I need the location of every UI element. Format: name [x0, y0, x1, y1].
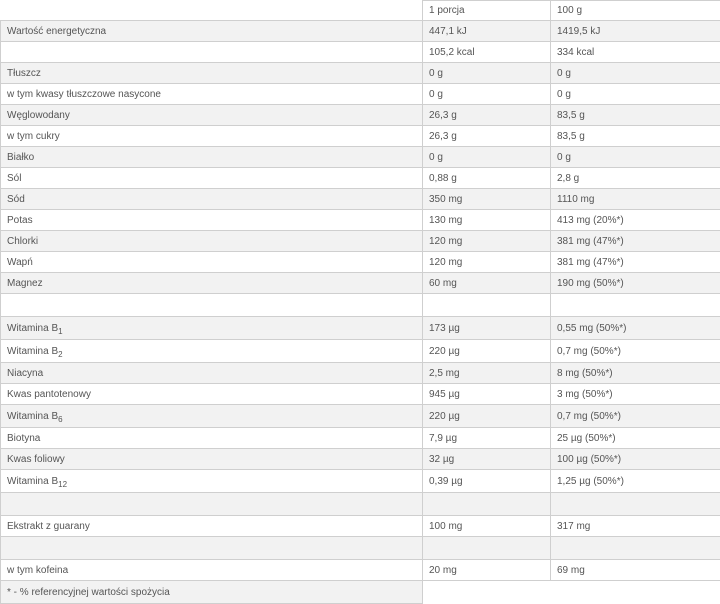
- nutrient-name-text: Potas: [7, 215, 33, 226]
- per100g-value: 190 mg (50%*): [551, 273, 720, 294]
- nutrient-name: [1, 537, 423, 560]
- per100g-value: [551, 294, 720, 317]
- nutrient-name-text: Sól: [7, 173, 21, 184]
- portion-value: [423, 493, 551, 516]
- portion-value: 447,1 kJ: [423, 21, 551, 42]
- nutrient-name: [1, 405, 423, 428]
- nutrient-name: [1, 428, 423, 449]
- per100g-value: 0 g: [551, 84, 720, 105]
- portion-value: 32 µg: [423, 449, 551, 470]
- per100g-value: 1419,5 kJ: [551, 21, 720, 42]
- per100g-value: 0,55 mg (50%*): [551, 317, 720, 340]
- portion-value: 120 mg: [423, 252, 551, 273]
- table-row: [1, 340, 720, 363]
- per100g-value: 69 mg: [551, 560, 720, 581]
- table-row: [1, 273, 720, 294]
- per100g-value: 0 g: [551, 147, 720, 168]
- per100g-value: 2,8 g: [551, 168, 720, 189]
- footnote-row: [1, 581, 720, 604]
- nutrient-name: [1, 273, 423, 294]
- nutrient-name-text: Białko: [7, 152, 34, 163]
- per100g-value: 3 mg (50%*): [551, 384, 720, 405]
- portion-value: 20 mg: [423, 560, 551, 581]
- nutrient-name-text: Witamina B: [7, 346, 58, 357]
- nutrient-name: [1, 317, 423, 340]
- nutrient-name: [1, 21, 423, 42]
- portion-value: 0 g: [423, 84, 551, 105]
- portion-value: 220 µg: [423, 405, 551, 428]
- nutrient-name-text: Kwas foliowy: [7, 454, 65, 465]
- footnote-text: * - % referencyjnej wartości spożycia: [1, 581, 423, 604]
- nutrient-name: [1, 493, 423, 516]
- nutrient-name-text: Witamina B: [7, 411, 58, 422]
- table-row: [1, 147, 720, 168]
- portion-value: 105,2 kcal: [423, 42, 551, 63]
- per100g-value: [551, 537, 720, 560]
- nutrient-name: [1, 105, 423, 126]
- table-row: [1, 537, 720, 560]
- portion-value: 7,9 µg: [423, 428, 551, 449]
- table-row: [1, 210, 720, 231]
- per100g-value: 25 µg (50%*): [551, 428, 720, 449]
- table-row: [1, 493, 720, 516]
- table-row: [1, 84, 720, 105]
- portion-value: [423, 537, 551, 560]
- nutrient-name-text: Niacyna: [7, 368, 43, 379]
- nutrient-name: [1, 560, 423, 581]
- nutrient-name-text: Witamina B: [7, 476, 58, 487]
- per100g-value: 83,5 g: [551, 126, 720, 147]
- nutrient-name: [1, 470, 423, 493]
- portion-value: 26,3 g: [423, 126, 551, 147]
- nutrient-name: [1, 210, 423, 231]
- table-row: [1, 231, 720, 252]
- header-portion: 1 porcja: [423, 1, 551, 21]
- footnote-empty: [423, 581, 720, 604]
- nutrient-name-text: Kwas pantotenowy: [7, 389, 91, 400]
- table-row: [1, 63, 720, 84]
- portion-value: 220 µg: [423, 340, 551, 363]
- portion-value: 60 mg: [423, 273, 551, 294]
- portion-value: 2,5 mg: [423, 363, 551, 384]
- portion-value: 945 µg: [423, 384, 551, 405]
- table-row: [1, 516, 720, 537]
- per100g-value: 0,7 mg (50%*): [551, 405, 720, 428]
- nutrient-subscript: 2: [58, 350, 62, 359]
- nutrient-name-text: w tym cukry: [7, 131, 60, 142]
- portion-value: [423, 294, 551, 317]
- per100g-value: 0 g: [551, 63, 720, 84]
- nutrient-name: [1, 84, 423, 105]
- per100g-value: 317 mg: [551, 516, 720, 537]
- per100g-value: 100 µg (50%*): [551, 449, 720, 470]
- portion-value: 100 mg: [423, 516, 551, 537]
- per100g-value: 83,5 g: [551, 105, 720, 126]
- portion-value: 350 mg: [423, 189, 551, 210]
- nutrient-name: [1, 252, 423, 273]
- portion-value: 173 µg: [423, 317, 551, 340]
- per100g-value: 381 mg (47%*): [551, 252, 720, 273]
- table-row: [1, 42, 720, 63]
- nutrient-subscript: 1: [58, 327, 62, 336]
- per100g-value: 413 mg (20%*): [551, 210, 720, 231]
- table-row: [1, 470, 720, 493]
- nutrition-table-body: [1, 1, 720, 604]
- table-row: [1, 294, 720, 317]
- nutrient-name: [1, 340, 423, 363]
- table-row: [1, 189, 720, 210]
- per100g-value: 381 mg (47%*): [551, 231, 720, 252]
- table-row: [1, 168, 720, 189]
- portion-value: 130 mg: [423, 210, 551, 231]
- nutrient-name: [1, 363, 423, 384]
- nutrient-name: [1, 189, 423, 210]
- table-row: [1, 449, 720, 470]
- nutrient-name: [1, 294, 423, 317]
- nutrient-name-text: Wapń: [7, 257, 33, 268]
- nutrient-name-text: Sód: [7, 194, 25, 205]
- nutrient-name: [1, 63, 423, 84]
- per100g-value: [551, 493, 720, 516]
- nutrient-name-text: w tym kwasy tłuszczowe nasycone: [7, 89, 161, 100]
- table-row: [1, 428, 720, 449]
- nutrient-name-text: Ekstrakt z guarany: [7, 521, 90, 532]
- nutrient-name: [1, 231, 423, 252]
- table-row: [1, 363, 720, 384]
- header-empty-cell: [1, 1, 423, 21]
- portion-value: 26,3 g: [423, 105, 551, 126]
- nutrient-subscript: 12: [58, 480, 67, 489]
- table-row: [1, 405, 720, 428]
- nutrient-name: [1, 42, 423, 63]
- table-row: [1, 21, 720, 42]
- per100g-value: 1110 mg: [551, 189, 720, 210]
- nutrient-name: [1, 147, 423, 168]
- nutrient-subscript: 6: [58, 415, 62, 424]
- table-row: [1, 105, 720, 126]
- portion-value: 0 g: [423, 63, 551, 84]
- table-header-row: [1, 1, 720, 21]
- nutrient-name-text: w tym kofeina: [7, 565, 68, 576]
- nutrient-name-text: Chlorki: [7, 236, 38, 247]
- portion-value: 0 g: [423, 147, 551, 168]
- nutrient-name: [1, 384, 423, 405]
- table-row: [1, 317, 720, 340]
- nutrient-name-text: Witamina B: [7, 323, 58, 334]
- per100g-value: 334 kcal: [551, 42, 720, 63]
- nutrient-name-text: Węglowodany: [7, 110, 70, 121]
- nutrient-name-text: Biotyna: [7, 433, 40, 444]
- nutrient-name-text: Tłuszcz: [7, 68, 41, 79]
- table-row: [1, 384, 720, 405]
- per100g-value: 8 mg (50%*): [551, 363, 720, 384]
- portion-value: 0,39 µg: [423, 470, 551, 493]
- portion-value: 120 mg: [423, 231, 551, 252]
- table-row: [1, 560, 720, 581]
- nutrient-name: [1, 126, 423, 147]
- per100g-value: 1,25 µg (50%*): [551, 470, 720, 493]
- header-100g: 100 g: [551, 1, 720, 21]
- per100g-value: 0,7 mg (50%*): [551, 340, 720, 363]
- nutrient-name: [1, 516, 423, 537]
- nutrient-name-text: Magnez: [7, 278, 43, 289]
- nutrient-name: [1, 168, 423, 189]
- table-row: [1, 126, 720, 147]
- nutrient-name: [1, 449, 423, 470]
- portion-value: 0,88 g: [423, 168, 551, 189]
- nutrient-name-text: Wartość energetyczna: [7, 26, 106, 37]
- table-row: [1, 252, 720, 273]
